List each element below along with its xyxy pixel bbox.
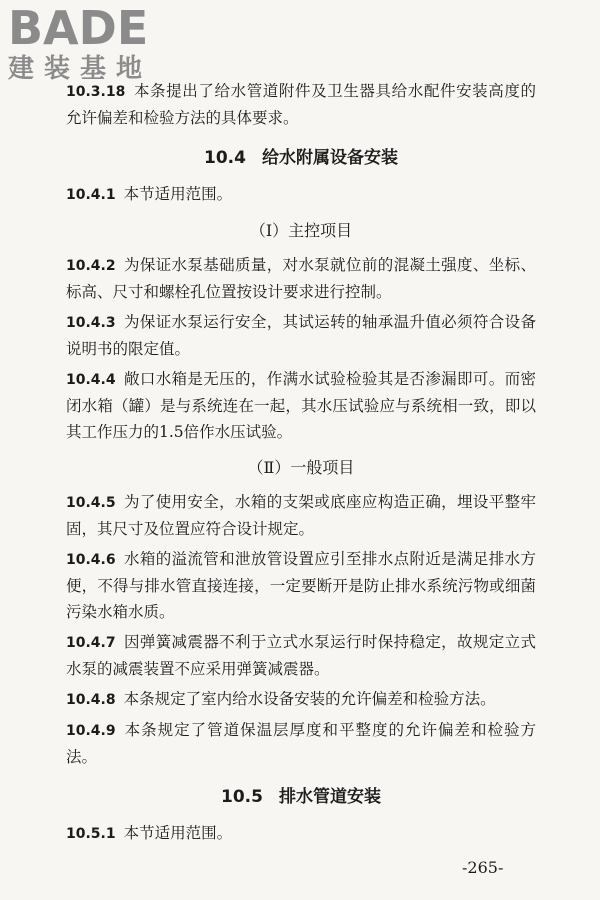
clause-number: 10.4.7 [66,635,116,651]
section-number: 10.4 [204,148,246,168]
paragraph-10-4-9 [66,717,536,770]
paragraph-10-4-5 [66,489,536,542]
paragraph-10-4-2 [66,252,536,305]
clause-number: 10.3.18 [66,84,126,100]
site-logo [8,1,178,84]
clause-text: 本条规定了室内给水设备安装的允许偏差和检验方法。 [123,690,496,708]
clause-number: 10.4.4 [66,372,116,388]
section-title: 排水管道安装 [278,787,381,807]
page-body [66,78,536,847]
clause-number: 10.4.6 [66,552,116,568]
paragraph-10-4-7 [66,629,536,682]
subheading-main-items: （Ⅰ）主控项目 [249,221,353,240]
clause-text: 本节适用范围。 [123,185,233,203]
clause-number: 10.5.1 [66,826,116,842]
clause-number: 10.4.9 [66,723,116,739]
clause-number: 10.4.2 [66,258,116,274]
paragraph-10-5-1 [66,820,536,847]
section-title: 给水附属设备安装 [261,148,398,168]
subheading-general-items: （Ⅱ）一般项目 [247,458,355,477]
clause-text: 本条提出了给水管道附件及卫生器具给水配件安装高度的允许偏差和检验方法的具体要求。 [66,82,536,127]
clause-text: 本节适用范围。 [123,824,233,842]
clause-number: 10.4.5 [66,495,116,511]
clause-number: 10.4.1 [66,187,116,203]
clause-text: 敞口水箱是无压的，作满水试验检验其是否渗漏即可。而密闭水箱（罐）是与系统连在一起，其水压试验应与系统相一致，即以其工作压力的1.5倍作水压试验。 [66,370,536,441]
section-number: 10.5 [221,787,263,807]
clause-text: 为保证水泵基础质量，对水泵就位前的混凝土强度、坐标、标高、尺寸和螺栓孔位置按设计要求进行控制。 [66,256,536,301]
paragraph-10-4-4 [66,366,536,445]
clause-text: 水箱的溢流管和泄放管设置应引至排水点附近是满足排水方便，不得与排水管直接连接，一定要断开是防止排水系统污物或细菌污染水箱水质。 [66,550,536,621]
paragraph-10-4-8 [66,686,536,713]
clause-number: 10.4.8 [66,692,116,708]
logo-wordmark: BADE [8,1,149,55]
logo-subtitle: 建装基地 [8,54,153,84]
clause-text: 因弹簧减震器不利于立式水泵运行时保持稳定，故规定立式水泵的减震装置不应采用弹簧减震器。 [66,633,536,678]
clause-text: 为了使用安全，水箱的支架或底座应构造正确，埋设平整牢固，其尺寸及位置应符合设计规定。 [66,493,536,538]
paragraph-10-4-6 [66,546,536,625]
clause-text: 本条规定了管道保温层厚度和平整度的允许偏差和检验方法。 [66,721,536,766]
paragraph-10-3-18 [66,78,536,131]
paragraph-10-4-1 [66,181,536,208]
section-heading-10-4 [66,145,536,171]
clause-number: 10.4.3 [66,315,116,331]
clause-text: 为保证水泵运行安全，其试运转的轴承温升值必须符合设备说明书的限定值。 [66,313,536,358]
page-number: -265- [462,858,504,877]
paragraph-10-4-3 [66,309,536,362]
section-heading-10-5 [66,784,536,810]
